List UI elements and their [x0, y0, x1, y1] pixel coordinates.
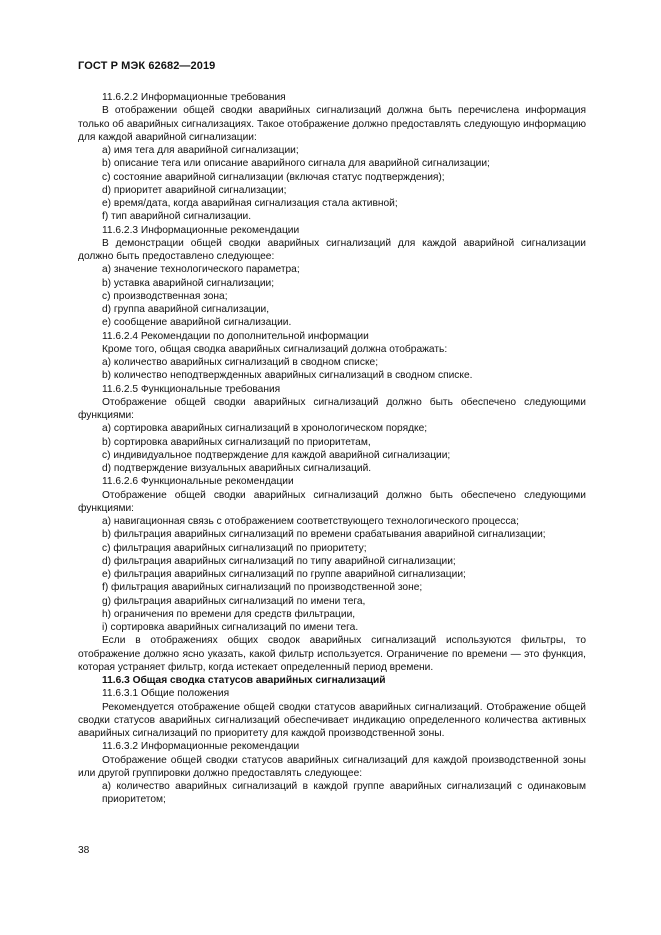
list-item: f) фильтрация аварийных сигнализаций по производственной зоне;	[102, 582, 423, 594]
document-body	[78, 91, 586, 807]
list-item: b) фильтрация аварийных сигнализаций по времени срабатывания аварийной сигнализации;	[102, 529, 546, 541]
list-item: i) сортировка аварийных сигнализаций по имени тега.	[102, 622, 359, 633]
section-heading: 11.6.2.6 Функциональные рекомендации	[102, 476, 294, 488]
list-item: c) состояние аварийной сигнализации (включая статус подтверждения);	[102, 171, 445, 183]
list-item: e) время/дата, когда аварийная сигнализация стала активной;	[102, 198, 398, 209]
section-heading: 11.6.3.2 Информационные рекомендации	[102, 741, 300, 753]
section-heading: 11.6.2.2 Информационные требования	[102, 92, 286, 103]
section-heading: 11.6.2.5 Функциональные требования	[102, 383, 281, 395]
list-item: c) фильтрация аварийных сигнализаций по приоритету;	[102, 542, 367, 554]
list-item: c) индивидуальное подтверждение для каждой аварийной сигнализации;	[102, 449, 451, 461]
list-item: h) ограничения по времени для средств фильтрации,	[102, 608, 356, 620]
paragraph: Отображение общей сводки аварийных сигнализаций должно быть обеспечено следующими функциями:	[78, 396, 586, 421]
list-item: d) фильтрация аварийных сигнализаций по типу аварийной сигнализации;	[102, 555, 456, 567]
paragraph: В отображении общей сводки аварийных сигнализаций должна быть перечислена информация только об аварийных сигнализациях. Такое отображение должно предоставлять следующую информацию для каждой аварийной сигнализации:	[78, 105, 586, 143]
list-item-wrapped: a) количество аварийных сигнализаций в каждой группе аварийных сигнализаций с одинаковым приоритетом;	[102, 781, 586, 806]
list-item: a) сортировка аварийных сигнализаций в хронологическом порядке;	[102, 423, 428, 435]
paragraph: Кроме того, общая сводка аварийных сигнализаций должна отображать:	[102, 343, 448, 355]
paragraph: Отображение общей сводки статусов аварийных сигнализаций для каждой производственной зоны или другой группировки должно предоставлять следующее:	[78, 754, 586, 779]
section-heading: 11.6.3.1 Общие положения	[102, 688, 230, 700]
section-heading: 11.6.2.3 Информационные рекомендации	[102, 224, 300, 236]
list-item: f) тип аварийной сигнализации.	[102, 211, 252, 223]
list-item: d) группа аварийной сигнализации,	[102, 304, 270, 315]
section-heading-bold: 11.6.3 Общая сводка статусов аварийных сигнализаций	[102, 675, 386, 686]
list-item: e) сообщение аварийной сигнализации.	[102, 317, 292, 329]
section-heading: 11.6.2.4 Рекомендации по дополнительной информации	[102, 330, 369, 342]
list-item: a) значение технологического параметра;	[102, 264, 300, 276]
page-number: 38	[78, 845, 90, 856]
list-item: a) имя тега для аварийной сигнализации;	[102, 145, 299, 156]
list-item: e) фильтрация аварийных сигнализаций по группе аварийной сигнализации;	[102, 569, 466, 580]
document-header: ГОСТ Р МЭК 62682—2019	[78, 60, 216, 72]
list-item: d) подтверждение визуальных аварийных сигнализаций.	[102, 463, 372, 474]
list-item: b) описание тега или описание аварийного сигнала для аварийной сигнализации;	[102, 158, 490, 170]
paragraph: Если в отображениях общих сводок аварийных сигнализаций используются фильтры, то отображение должно ясно указать, какой фильтр используется. Ограничение по времени — это функция, которая устраняет фильтр, когда истекает определенный период времени.	[78, 635, 586, 673]
list-item: b) сортировка аварийных сигнализаций по приоритетам,	[102, 436, 371, 448]
paragraph: В демонстрации общей сводки аварийных сигнализаций для каждой аварийной сигнализации должно быть предоставлено следующее:	[78, 237, 586, 262]
list-item: d) приоритет аварийной сигнализации;	[102, 184, 287, 196]
list-item: b) уставка аварийной сигнализации;	[102, 277, 275, 289]
list-item: c) производственная зона;	[102, 290, 228, 302]
list-item: a) количество аварийных сигнализаций в сводном списке;	[102, 357, 379, 368]
list-item: g) фильтрация аварийных сигнализаций по имени тега,	[102, 595, 366, 607]
paragraph: Рекомендуется отображение общей сводки статусов аварийных сигнализаций. Отображение общей сводки статусов аварийных сигнализаций обеспечивает индикацию определенного количества активных аварийных сигнализаций по приоритету для каждой производственной зоны.	[78, 701, 586, 739]
paragraph: Отображение общей сводки аварийных сигнализаций должно быть обеспечено следующими функциями:	[78, 489, 586, 514]
list-item: a) навигационная связь с отображением соответствующего технологического процесса;	[102, 516, 519, 527]
list-item: b) количество неподтвержденных аварийных сигнализаций в сводном списке.	[102, 370, 473, 382]
